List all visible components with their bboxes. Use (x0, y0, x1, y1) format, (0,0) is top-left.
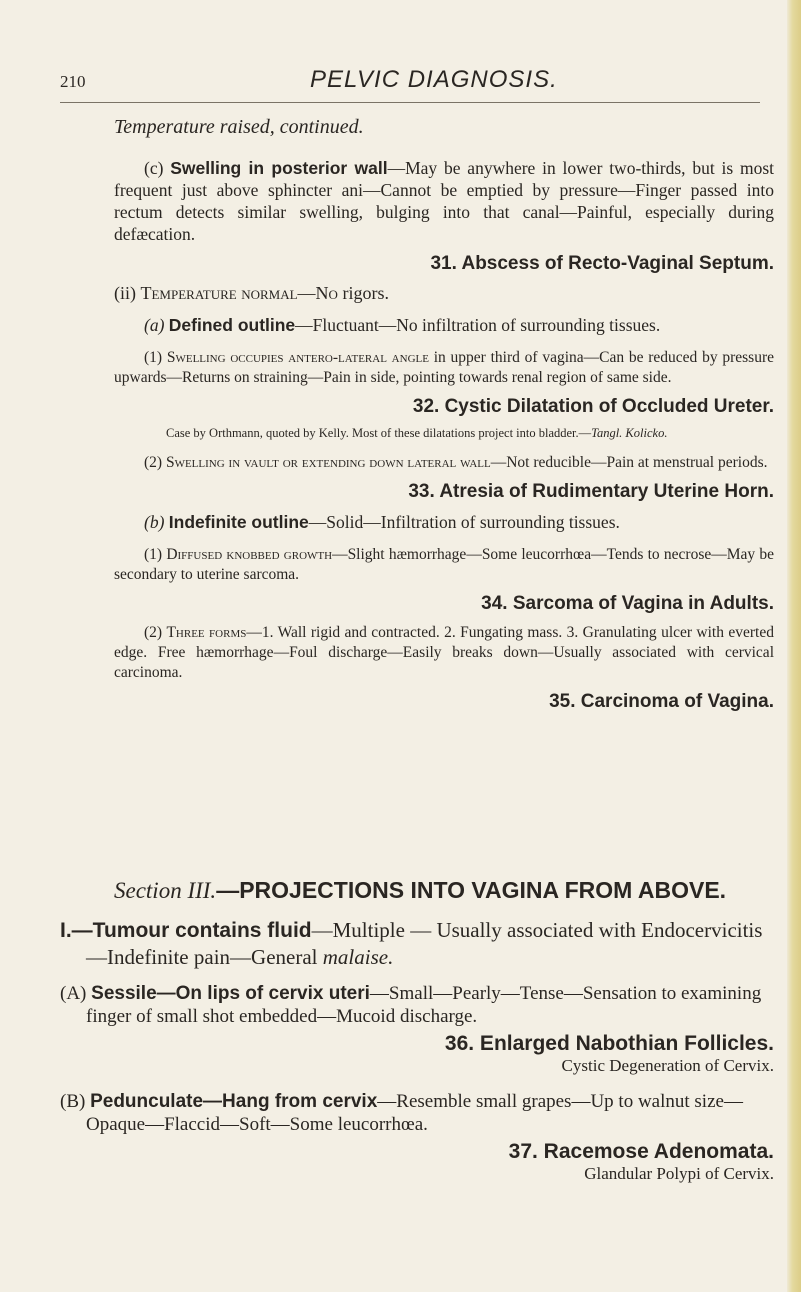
paragraph-c-swelling: (c) Swelling in posterior wall—May be anywhere in lower two-thirds, but is most frequent just above sphincter ani—Cannot be emptied by pressure—Finger passed into rectum detects similar swelling, bulging into that canal—Painful, especially during defæcation. (114, 158, 775, 244)
continued-heading: Temperature raised, continued. (114, 116, 364, 138)
heading-ii: (ii) Temperature normal—No rigors. (114, 283, 389, 303)
diagnosis-36-sub: Cystic Degeneration of Cervix. (561, 1056, 774, 1075)
diagnosis-34: 34. Sarcoma of Vagina in Adults. (481, 593, 774, 614)
paragraph-pedunculate: (B) Pedunculate—Hang from cervix—Resemble small grapes—Up to walnut size—Opaque—Flaccid—Soft—Some leucorrhœa. (60, 1091, 743, 1135)
paragraph-b-indefinite: (b) Indefinite outline—Solid—Infiltration of surrounding tissues. (144, 512, 620, 532)
page-header (60, 66, 760, 106)
running-title: PELVIC DIAGNOSIS. (310, 66, 558, 93)
paragraph-tumour: I.—Tumour contains fluid—Multiple — Usually associated with Endocervicitis—Indefinite pain—General malaise. (60, 918, 763, 969)
section-iii-content (60, 917, 774, 1184)
paragraph-swelling-1: (1) Swelling occupies antero-lateral angle in upper third of vagina—Can be reduced by pressure upwards—Returns on straining—Pain in side, pointing towards renal region of same side. (114, 349, 774, 386)
section-iii-title: Section III.—PROJECTIONS INTO VAGINA FROM ABOVE. (114, 877, 727, 903)
paragraph-sessile: (A) Sessile—On lips of cervix uteri—Small—Pearly—Tense—Sensation to examining finger of small shot embedded—Mucoid discharge. (60, 983, 762, 1027)
paragraph-diffused: (1) Diffused knobbed growth—Slight hæmorrhage—Some leucorrhœa—Tends to necrose—May be secondary to uterine sarcoma. (114, 546, 775, 583)
paragraph-swelling-2: (2) Swelling in vault or extending down lateral wall—Not reducible—Pain at menstrual periods. (144, 454, 768, 471)
header-rule (60, 102, 760, 103)
main-content (114, 116, 774, 721)
diagnosis-33: 33. Atresia of Rudimentary Uterine Horn. (408, 481, 774, 502)
diagnosis-36: 36. Enlarged Nabothian Follicles. (444, 1032, 774, 1055)
page-number: 210 (60, 72, 86, 91)
diagnosis-37-sub: Glandular Polypi of Cervix. (584, 1164, 774, 1183)
diagnosis-35: 35. Carcinoma of Vagina. (549, 691, 774, 712)
paragraph-three-forms: (2) Three forms—1. Wall rigid and contracted. 2. Fungating mass. 3. Granulating ulcer with everted edge. Free hæmorrhage—Foul discharge—Easily breaks down—Usually associated with cervical carcinoma. (114, 624, 774, 681)
diagnosis-37: 37. Racemose Adenomata. (508, 1140, 774, 1163)
page-edge (787, 0, 801, 1292)
paragraph-a-defined: (a) Defined outline—Fluctuant—No infiltration of surrounding tissues. (144, 315, 661, 335)
diagnosis-32: 32. Cystic Dilatation of Occluded Ureter. (412, 396, 774, 417)
note-32: Case by Orthmann, quoted by Kelly. Most of these dilatations project into bladder.—Tangl. Kolicko. (166, 426, 668, 440)
diagnosis-31: 31. Abscess of Recto-Vaginal Septum. (430, 253, 774, 274)
